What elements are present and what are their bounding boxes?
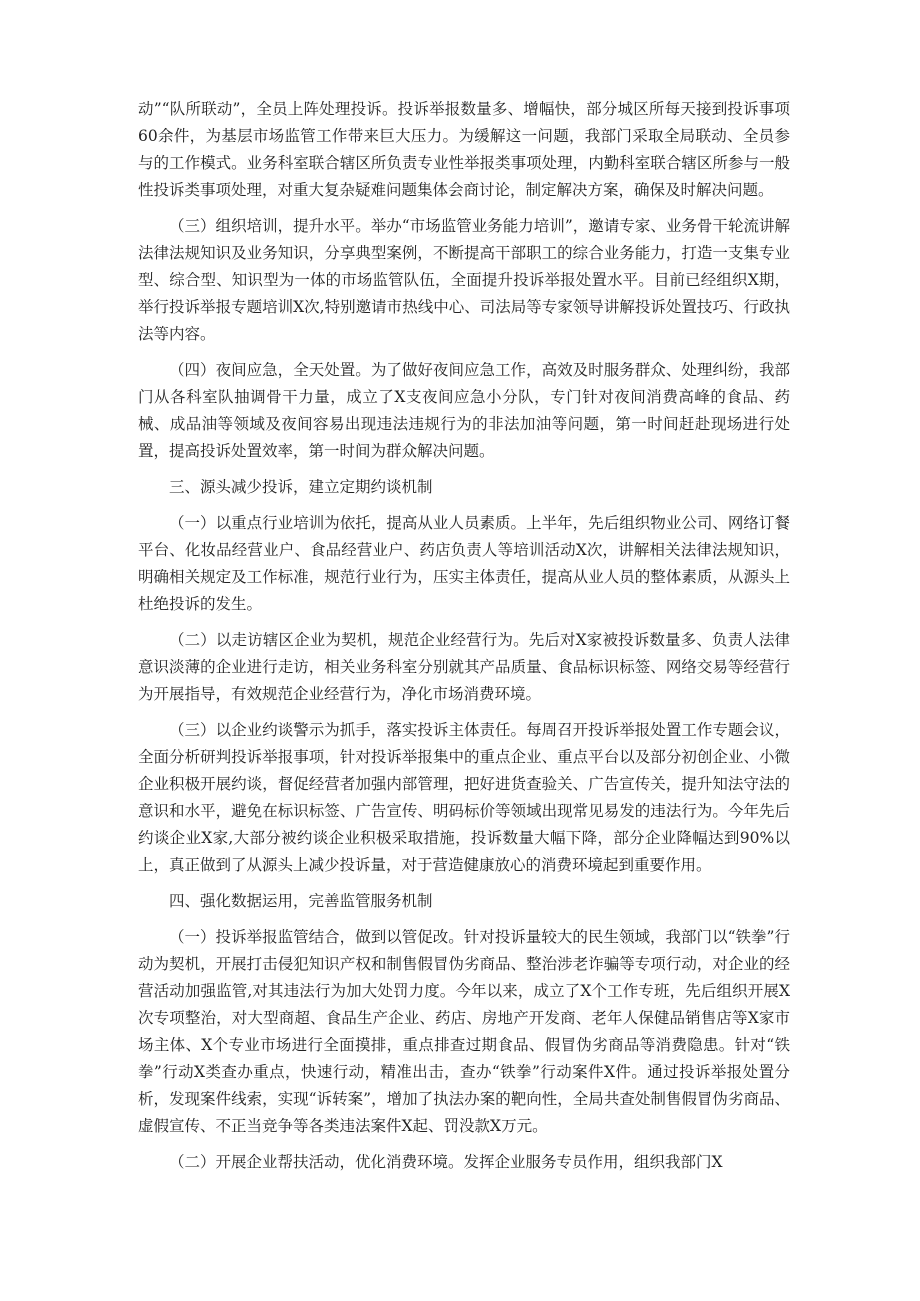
paragraph-industry-training: （一）以重点行业培训为依托，提高从业人员素质。上半年，先后组织物业公司、网络订餐平台、化妆品经营业户、食品经营业户、药店负责人等培训活动X次，讲解相关法律法规知识，明确相关规定及工作标准，规范行业行为，压实主体责任，提高从业人员的整体素质，从源头上杜绝投诉的发生。 [138,514,790,613]
paragraph-enterprise-visits: （二）以走访辖区企业为契机，规范企业经营行为。先后对X家被投诉数量多、负责人法律意识淡薄的企业进行走访，相关业务科室分别就其产品质量、食品标识标签、网络交易等经营行为开展指导，有效规范企业经营行为，净化市场消费环境。 [138,631,790,703]
paragraph-continuation: 动”“队所联动”，全员上阵处理投诉。投诉举报数量多、增幅快，部分城区所每天接到投诉事项60余件，为基层市场监管工作带来巨大压力。为缓解这一问题，我部门采取全局联动、全员参与的工作模式。业务科室联合辖区所负责专业性举报类事项处理，内勤科室联合辖区所参与一般性投诉类事项处理，对重大复杂疑难问题集体会商讨论，制定解决方案，确保及时解决问题。 [138,100,790,199]
paragraph-supervision: （一）投诉举报监管结合，做到以管促改。针对投诉量较大的民生领域，我部门以“铁拳”行动为契机，开展打击侵犯知识产权和制售假冒伪劣商品、整治涉老诈骗等专项行动，对企业的经营活动加强监管,对其违法行为加大处罚力度。今年以来，成立了X个工作专班，先后组织开展X次专项整治，对大型商超、食品生产企业、药店、房地产开发商、老年人保健品销售店等X家市场主体、X个专业市场进行全面摸排，重点排查过期食品、假冒伪劣商品等消费隐患。针对“铁拳”行动X类查办重点，快速行动，精准出击，查办“铁拳”行动案件X件。通过投诉举报处置分析，发现案件线索，实现“诉转案”，增加了执法办案的靶向性，全局共查处制售假冒伪劣商品、虚假宣传、不正当竞争等各类违法案件X起、罚没款X万元。 [138,928,790,1135]
document-body [138,96,790,1185]
paragraph-enterprise-interviews: （三）以企业约谈警示为抓手，落实投诉主体责任。每周召开投诉举报处置工作专题会议，全面分析研判投诉举报事项，针对投诉举报集中的重点企业、重点平台以及部分初创企业、小微企业积极开展约谈，督促经营者加强内部管理，把好进货查验关、广告宣传关，提升知法守法的意识和水平，避免在标识标签、广告宣传、明码标价等领域出现常见易发的违法行为。今年先后约谈企业X家,大部分被约谈企业积极采取措施，投诉数量大幅下降，部分企业降幅达到90%以上，真正做到了从源头上减少投诉量，对于营造健康放心的消费环境起到重要作用。 [138,721,790,874]
paragraph-night-emergency: （四）夜间应急，全天处置。为了做好夜间应急工作，高效及时服务群众、处理纠纷，我部门从各科室队抽调骨干力量，成立了X支夜间应急小分队，专门针对夜间消费高峰的食品、药械、成品油等领域及夜间容易出现违法违规行为的非法加油等问题，第一时间赶赴现场进行处置，提高投诉处置效率，第一时间为群众解决问题。 [138,361,790,460]
paragraph-enterprise-assistance: （二）开展企业帮扶活动，优化消费环境。发挥企业服务专员作用，组织我部门X [169,1153,723,1171]
section-heading-4: 四、强化数据运用，完善监管服务机制 [169,892,433,910]
paragraph-training: （三）组织培训，提升水平。举办“市场监管业务能力培训”，邀请专家、业务骨干轮流讲解法律法规知识及业务知识，分享典型案例，不断提高干部职工的综合业务能力，打造一支集专业型、综合型、知识型为一体的市场监管队伍，全面提升投诉举报处置水平。目前已经组织X期，举行投诉举报专题培训X次,特别邀请市热线中心、司法局等专家领导讲解投诉处置技巧、行政执法等内容。 [138,217,790,343]
section-heading-3: 三、源头减少投诉，建立定期约谈机制 [169,478,433,496]
